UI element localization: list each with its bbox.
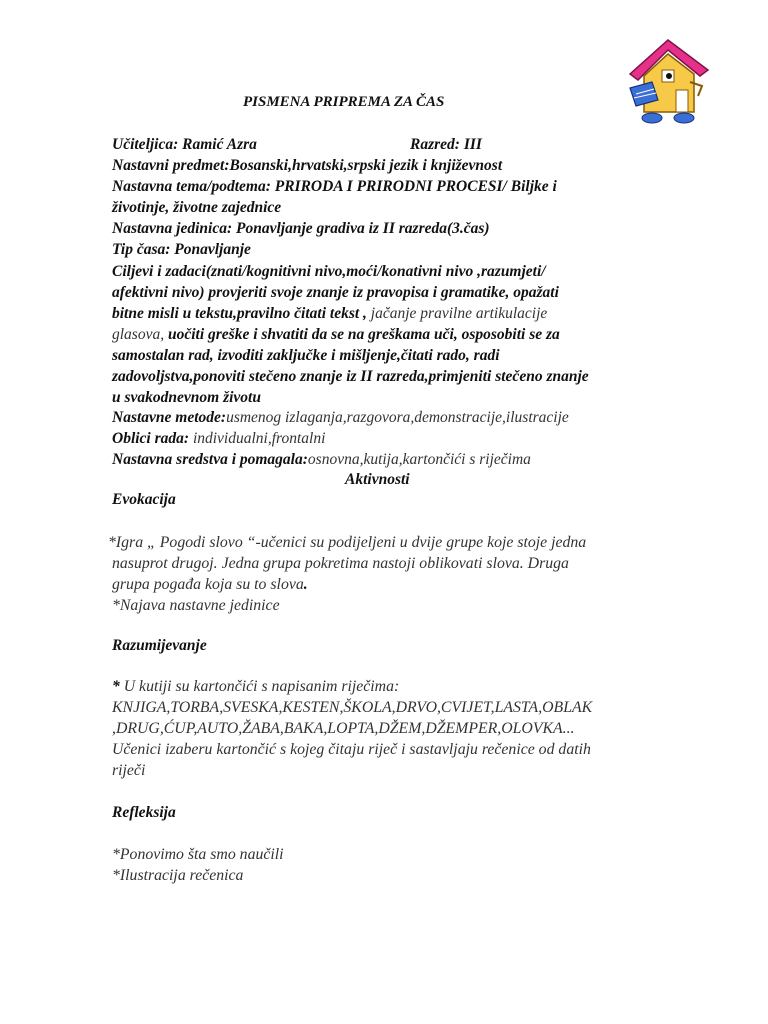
unit-line: Nastavna jedinica: Ponavljanje gradiva iz II razreda(3.čas) (112, 220, 490, 237)
understanding-line-1 (112, 678, 399, 696)
teacher-label: Učiteljica: Ramić Azra (112, 136, 257, 153)
evocation-line-1: *Igra „ Pogodi slovo “-učenici su podijeljeni u dvije grupe koje stoje jedna (108, 534, 587, 551)
reflection-heading: Refleksija (112, 804, 176, 821)
understanding-star: * (112, 678, 120, 695)
forms-value: individualni,frontalni (189, 430, 326, 447)
grade-label: Razred: III (410, 136, 482, 153)
understanding-heading: Razumijevanje (112, 637, 207, 654)
understanding-line-4: Učenici izaberu kartončić s kojeg čitaju riječ i sastavljaju rečenice od datih (112, 741, 591, 758)
goals-line-2: afektivni nivo) provjeriti svoje znanje iz pravopisa i gramatike, opažati (112, 284, 559, 301)
understanding-line-1-text: U kutiji su kartončići s napisanim riječima: (119, 678, 400, 695)
topic-line-1: Nastavna tema/podtema: PRIRODA I PRIRODNI PROCESI/ Biljke i (112, 178, 557, 195)
understanding-line-5: riječi (112, 762, 146, 779)
goals-line-7: u svakodnevnom životu (112, 389, 261, 406)
lesson-type-line: Tip časa: Ponavljanje (112, 241, 251, 258)
goals-line-6: zadovoljstva,ponoviti stečeno znanje iz II razreda,primjeniti stečeno znanje (112, 368, 589, 385)
goals-line-3 (112, 305, 547, 323)
goals-line-3-bold: bitne misli u tekstu,pravilno čitati tekst , (112, 305, 367, 322)
page-title: PISMENA PRIPREMA ZA ČAS (243, 94, 445, 110)
goals-line-1: Ciljevi i zadaci(znati/kognitivni nivo,moći/konativni nivo ,razumjeti/ (112, 263, 546, 280)
reflection-line-1: *Ponovimo šta smo naučili (112, 846, 284, 863)
goals-line-5: samostalan rad, izvoditi zaključke i mišljenje,čitati rado, radi (112, 347, 500, 364)
cartoon-house-reading-icon (622, 36, 714, 132)
evocation-line-3-end: . (303, 576, 308, 593)
materials-line (112, 451, 531, 469)
materials-label: Nastavna sredstva i pomagala: (112, 451, 308, 468)
methods-line (112, 409, 569, 427)
methods-label: Nastavne metode: (112, 409, 227, 426)
topic-line-2: životinje, životne zajednice (112, 199, 282, 216)
evocation-heading: Evokacija (112, 491, 176, 508)
forms-line (112, 430, 325, 448)
goals-line-3-normal: jačanje pravilne artikulacije (366, 305, 548, 322)
evocation-line-3-text: grupa pogađa koja su to slova (112, 576, 304, 593)
forms-label: Oblici rada: (112, 430, 190, 447)
materials-value: osnovna,kutija,kartončići s riječima (307, 451, 531, 468)
reflection-line-2: *Ilustracija rečenica (112, 867, 244, 884)
goals-line-4-bold: uočiti greške i shvatiti da se na greškama uči, osposobiti se za (164, 326, 560, 343)
methods-value: usmenog izlaganja,razgovora,demonstracije,ilustracije (226, 409, 569, 426)
evocation-line-4: *Najava nastavne jedinice (112, 597, 280, 614)
goals-line-4-normal: glasova, (112, 326, 165, 343)
evocation-line-2: nasuprot drugoj. Jedna grupa pokretima nastoji oblikovati slova. Druga (112, 555, 569, 572)
subject-line: Nastavni predmet:Bosanski,hrvatski,srpski jezik i književnost (112, 157, 503, 174)
understanding-line-3: ,DRUG,ĆUP,AUTO,ŽABA,BAKA,LOPTA,DŽEM,DŽEMPER,OLOVKA... (112, 720, 575, 737)
activities-heading: Aktivnosti (345, 471, 410, 488)
goals-line-4 (112, 326, 560, 344)
understanding-line-2: KNJIGA,TORBA,SVESKA,KESTEN,ŠKOLA,DRVO,CVIJET,LASTA,OBLAK (112, 699, 593, 716)
evocation-line-3 (112, 576, 308, 594)
